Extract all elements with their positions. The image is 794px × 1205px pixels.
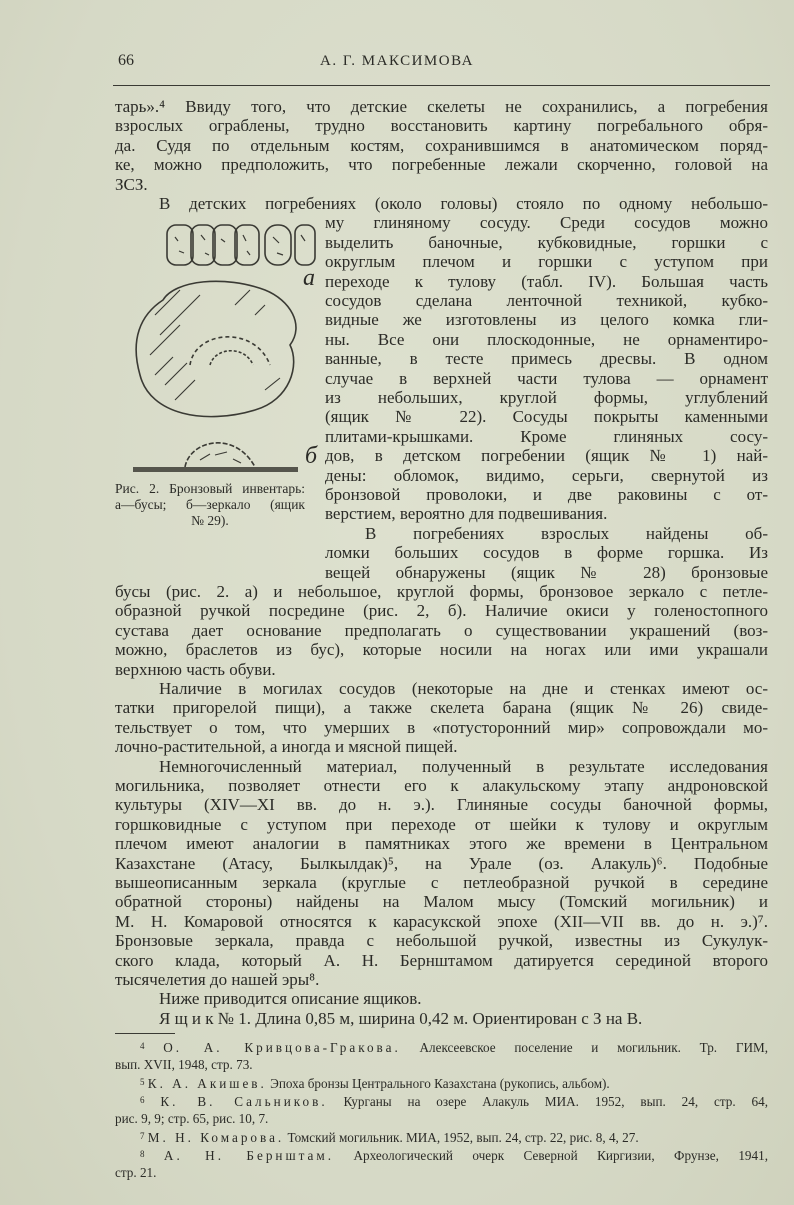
footnote-text: Археологический очерк Северной Киргизии, Фрунзе, 1941, [353,1148,768,1163]
text-line: тарь».⁴ Ввиду того, что детские скелеты не сохранились, а погребения [115,97,768,116]
text-line: образной ручкой посредине (рис. 2, б). Наличие окиси у голеностопного [115,601,768,621]
text-line: Бронзовые зеркала, правда с небольшой ручкой, известны из Сукулук- [115,931,768,951]
text-line: да. Судя по отдельным костям, сохранившимся в анатомическом поряд- [115,135,768,155]
text-line: переходе к тулову (табл. IV). Большая часть [325,271,768,291]
footnote-line [140,1094,768,1110]
text-line: бусы (рис. 2. а) и небольшое, круглой формы, бронзовое зеркало с петле- [115,582,768,601]
text-line: Я щ и к № 1. Длина 0,85 м, ширина 0,42 м. Ориентирован с З на В. [159,1008,643,1028]
text-line: из небольших, круглой формы, углублений [325,388,768,407]
text-line: видные же изготовлены из целого комка гли- [325,310,768,330]
text-line: вышеописанным зеркала (круглые с петлеобразной ручкой в середине [115,873,768,892]
caption-line: Рис. 2. Бронзовый инвентарь: [115,481,305,496]
footnote-number: 4 [140,1041,145,1051]
footnote-author: М. Н. Комарова. [147,1129,285,1145]
text-line: ны. Все они плоскодонные, не орнаментиро- [325,329,768,349]
footnote-text: Томский могильник. МИА, 1952, вып. 24, стр. 22, рис. 8, 4, 27. [287,1129,639,1145]
beads-drawing [167,225,315,265]
text-line: ЗСЗ. [115,174,148,194]
footnote-text: Алексеевское поселение и могильник. Тр. ГИМ, [419,1040,768,1055]
mirror-front-drawing [136,281,296,416]
text-line: М. Н. Комаровой относятся к карасукской эпохе (XII—VII вв. до н. э.)⁷. [115,911,768,931]
text-line: округлым плечом и горшки с уступом при [325,252,768,272]
text-line: вещей обнаружены (ящик № 28) бронзовые [325,562,768,582]
text-line: сустава дает основание предполагать о существовании украшений (воз- [115,620,768,640]
text-line: тысячелетия до нашей эры⁸. [115,970,320,989]
text-line: обратной стороны) найдены на Малом мысу (Томский могильник) и [115,892,768,912]
text-line: сосудов сделана ленточной техникой, кубко- [325,291,768,310]
text-line: ломки больших сосудов в форме горшка. Из [325,543,768,563]
footnote-author: К. А. Акишев. [147,1075,267,1091]
text-line: культуры (XIV—XI вв. до н. э.). Глиняные сосуды баночной формы, [115,795,768,815]
text-line: Наличие в могилах сосудов (некоторые на дне и стенках имеют ос- [159,679,768,698]
footnote-author: К. В. Сальников. [160,1094,328,1109]
caption-line: а—бусы; б—зеркало (ящик [115,497,305,512]
page-number: 66 [118,52,134,69]
text-line: му глиняному сосуду. Среди сосудов можно [325,213,768,233]
text-line: случае в верхней части тулова — орнамент [325,368,768,388]
figure-label-a: а [303,265,315,291]
text-line: плечом имеют аналогии в памятниках этого же времени в Центральном [115,834,768,854]
footnote-author: А. Н. Бернштам. [163,1148,335,1163]
footnote-line [140,1148,768,1164]
figure-2 [115,215,320,545]
text-line: ке, можно предположить, что погребенные лежали скорченно, головой на [115,155,768,175]
footnote-line [115,1111,768,1127]
bronze-inventory-drawing [115,215,320,485]
text-line: В детских погребениях (около головы) стояло по одному небольшо- [159,194,768,213]
text-line: дены: обломок, видимо, серьги, свернутой из [325,465,768,485]
footnote-number: 6 [140,1095,145,1105]
mirror-side-drawing [133,443,298,472]
footnote-text: вып. XVII, 1948, стр. 73. [115,1057,253,1072]
header-rule [113,85,770,86]
figure-label-b: б [305,443,318,469]
text-line: бронзовой проволоки, и две раковины с от- [325,485,768,504]
text-line: верстием, вероятно для подвешивания. [325,504,608,524]
text-line: ского клада, который А. Н. Бернштамом датируется серединой второго [115,950,768,970]
footnote-line [140,1130,768,1146]
text-line: взрослых ограблены, трудно восстановить картину погребального обря- [115,116,768,136]
text-line: дов, в детском погребении (ящик № 1) най- [325,446,768,466]
footnote-line [115,1057,768,1073]
text-line: выделить баночные, кубковидные, горшки с [325,232,768,252]
caption-line: № 29). [191,513,229,528]
footnote-author: О. А. Кривцова-Гракова. [163,1040,401,1055]
footnote-line [140,1076,768,1092]
footnote-text: стр. 21. [115,1165,157,1180]
footnote-text: рис. 9, 9; стр. 65, рис. 10, 7. [115,1111,269,1126]
text-line: верхнюю часть обуви. [115,659,276,679]
text-line: татки пригорелой пищи), а также скелета барана (ящик № 26) свиде- [115,698,768,718]
footnote-text: Эпоха бронзы Центрального Казахстана (рукопись, альбом). [270,1075,610,1091]
text-line: Казахстане (Атасу, Былкылдак)⁵, на Урале (оз. Алакуль)⁶. Подобные [115,853,768,873]
text-line: горшковидные с уступом при переходе от шейки к тулову и округлым [115,814,768,834]
running-title: А. Г. МАКСИМОВА [319,53,474,69]
text-line: ванные, в тесте примесь дресвы. В одном [325,349,768,369]
footnote-number: 7 [140,1130,145,1141]
text-line: (ящик № 22). Сосуды покрыты каменными [325,407,768,427]
text-line: можно, браслетов из бус), которые носили на ногах или ими украшали [115,640,768,660]
footnote-number: 8 [140,1149,145,1159]
text-line: В погребениях взрослых найдены об- [365,523,768,543]
text-line: Немногочисленный материал, полученный в результате исследования [159,756,768,776]
footnote-text: Курганы на озере Алакуль МИА. 1952, вып. 24, стр. 64, [343,1094,769,1109]
text-line: могильника, позволяет отнести его к алакульскому этапу андроновской [115,776,768,795]
footnote-line [140,1040,768,1056]
footnote-number: 5 [140,1076,145,1087]
text-line: Ниже приводится описание ящиков. [159,989,422,1009]
footnote-line [115,1165,768,1181]
text-line: плитами-крышками. Кроме глиняных сосу- [325,426,768,446]
footnote-rule [115,1033,175,1034]
text-line: тельствует о том, что умерших в «потусторонний мир» сопровождали мо- [115,717,768,737]
text-line: лочно-растительной, а иногда и мясной пищей. [115,737,458,757]
